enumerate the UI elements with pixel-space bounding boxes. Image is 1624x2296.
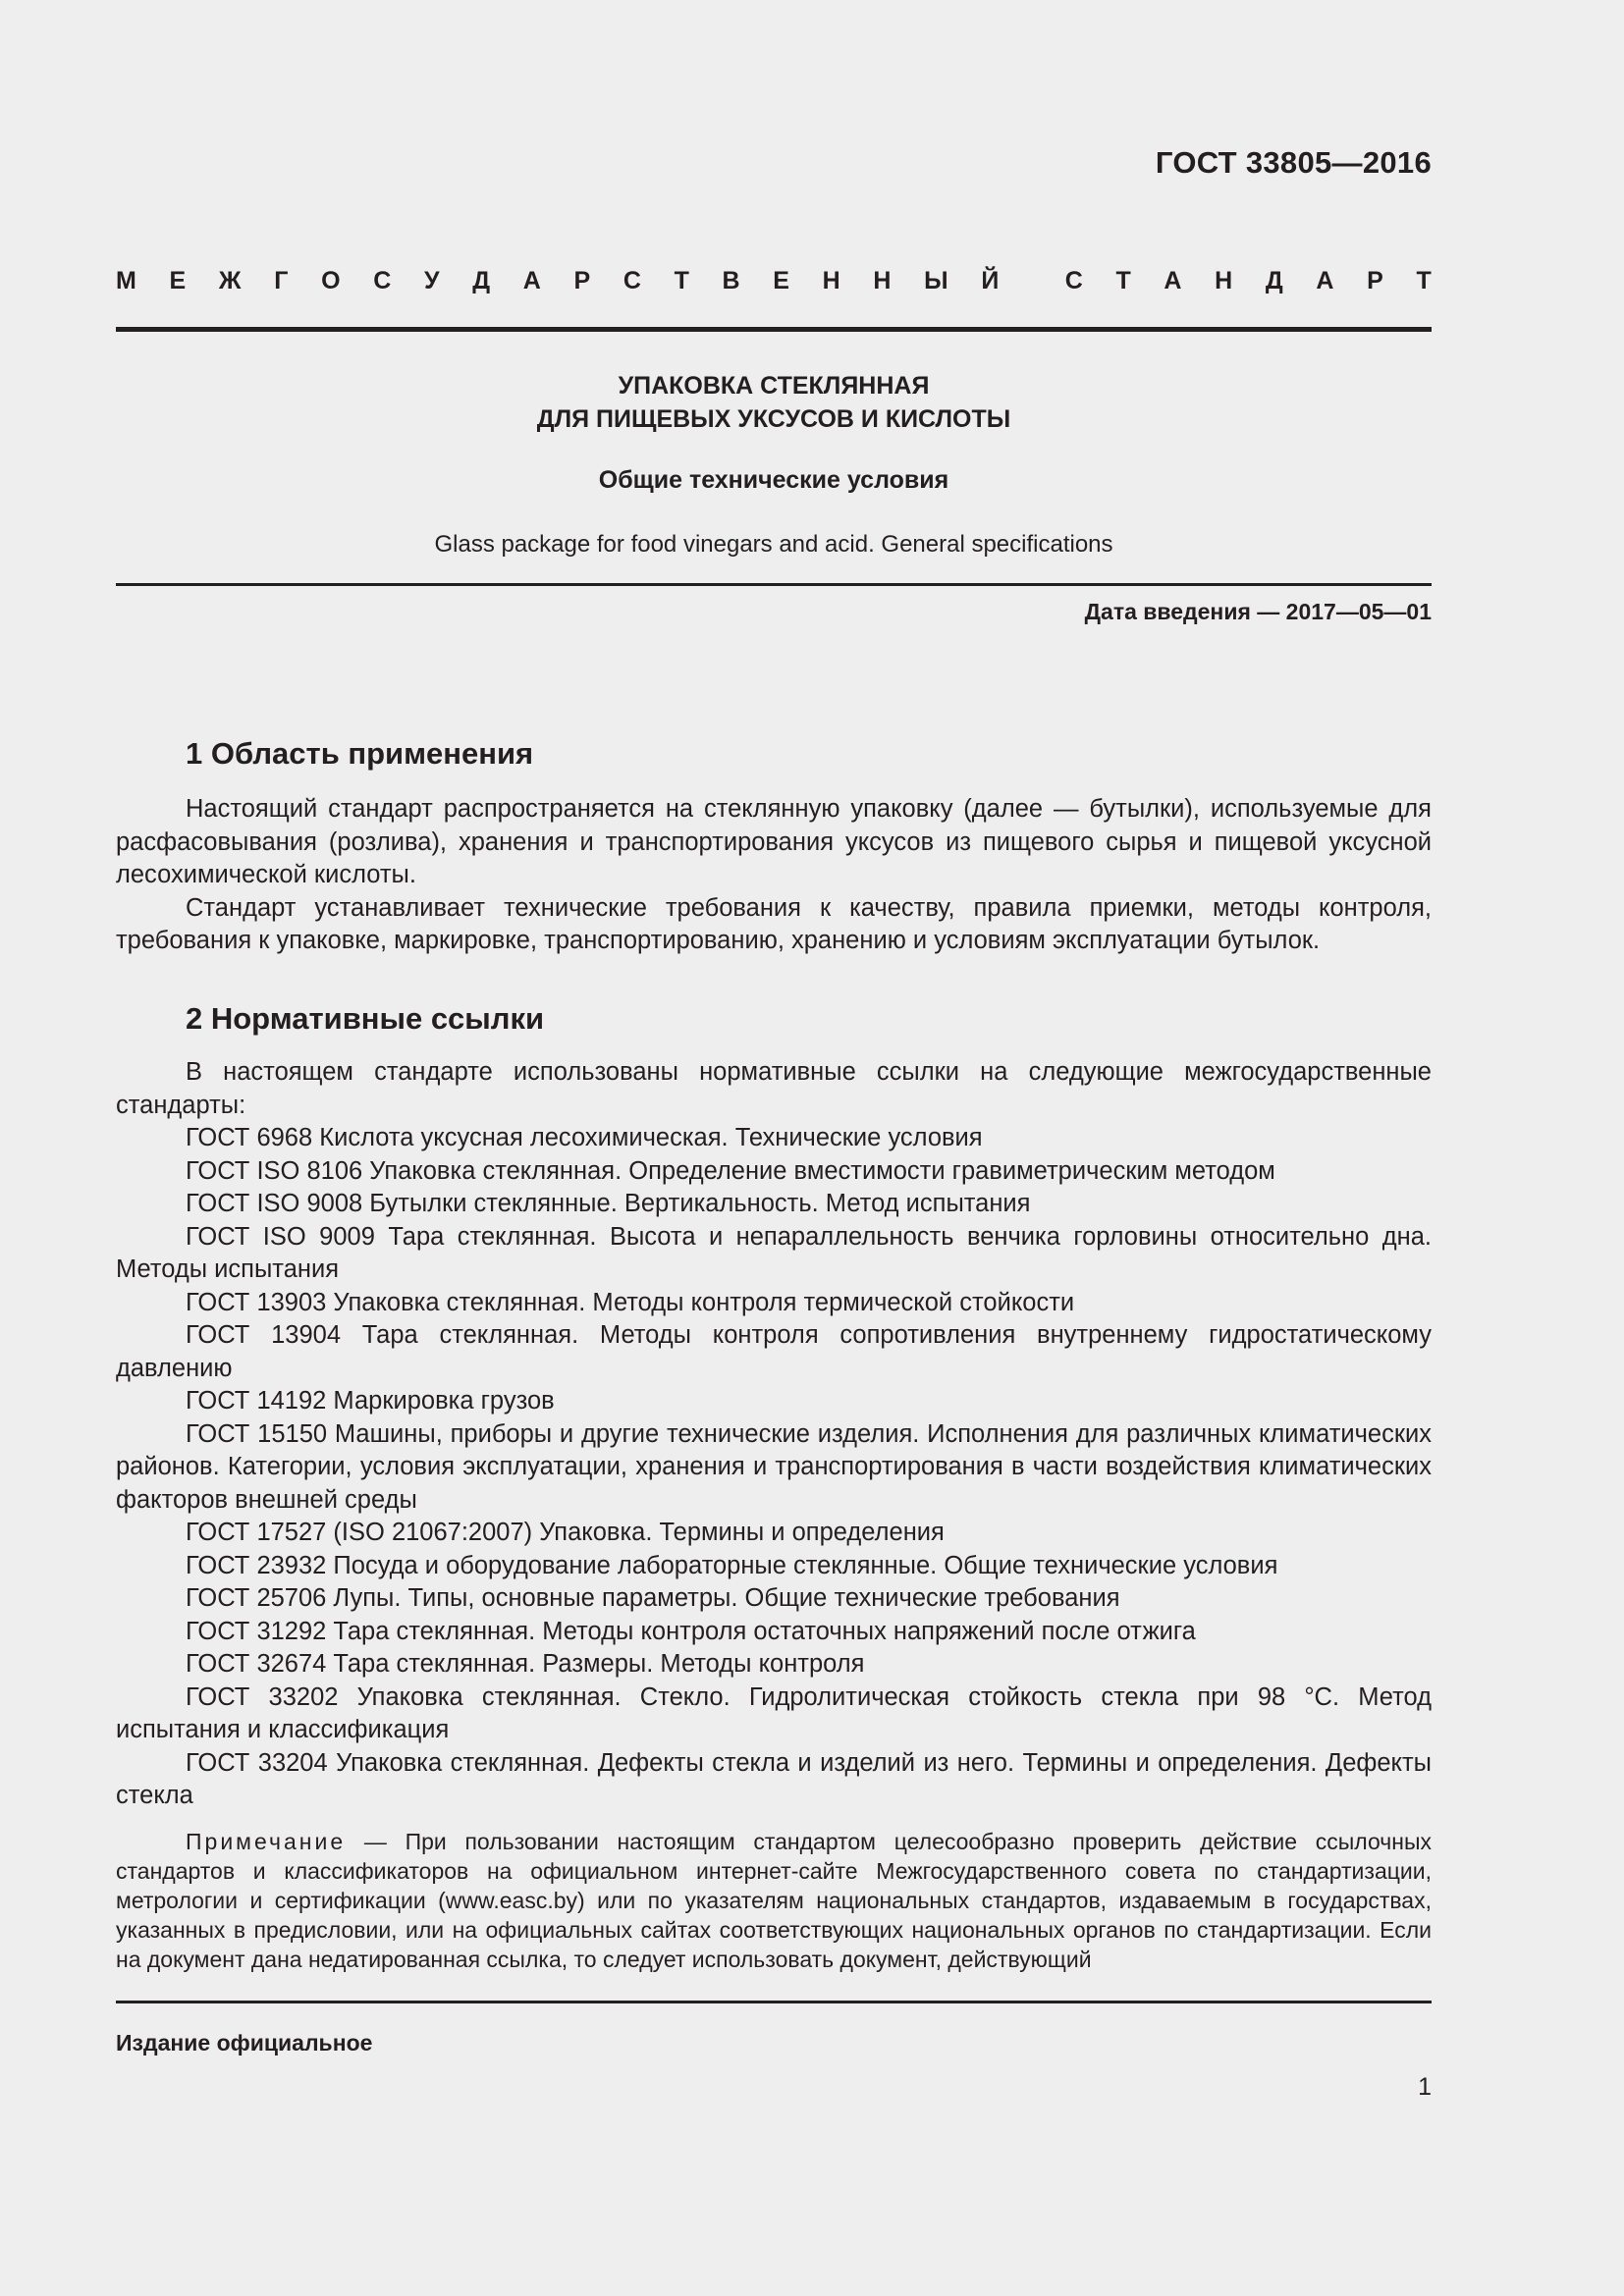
- heading-letter: О: [321, 267, 341, 294]
- heading-letter: А: [1316, 267, 1334, 294]
- heading-letter: Е: [169, 267, 187, 294]
- heading-letter: Н: [873, 267, 892, 294]
- heading-letter: А: [1164, 267, 1182, 294]
- reference-item: ГОСТ ISO 9009 Тара стеклянная. Высота и непараллельность венчика горловины относительно дна. Методы испытания: [116, 1222, 1432, 1283]
- reference-item: ГОСТ 33202 Упаковка стеклянная. Стекло. Гидролитическая стойкость стекла при 98 °С. Метод испытания и классификация: [116, 1682, 1432, 1743]
- heading-letter: В: [722, 267, 740, 294]
- heading-letter: У: [423, 267, 440, 294]
- reference-item: ГОСТ 31292 Тара стеклянная. Методы контроля остаточных напряжений после отжига: [186, 1617, 1196, 1645]
- page-number: 1: [1418, 2073, 1432, 2101]
- heading-letter: А: [522, 267, 541, 294]
- heading-letter: С: [623, 267, 641, 294]
- heading-letter: Д: [472, 267, 491, 294]
- heading-letter: Ж: [218, 267, 242, 294]
- section-normative-references: [116, 1001, 1432, 1974]
- heading-letter: Г: [274, 267, 289, 294]
- references-intro: В настоящем стандарте использованы нормативные ссылки на следующие межгосударственные стандарты:: [116, 1058, 1432, 1119]
- reference-item: ГОСТ 13904 Тара стеклянная. Методы контроля сопротивления внутреннему гидростатическому давлению: [116, 1321, 1432, 1382]
- section-heading: 2 Нормативные ссылки: [186, 1001, 545, 1036]
- reference-item: ГОСТ 14192 Маркировка грузов: [186, 1387, 555, 1415]
- heading-letter: Й: [981, 267, 1000, 294]
- reference-item: ГОСТ 25706 Лупы. Типы, основные параметры. Общие технические требования: [186, 1584, 1120, 1612]
- standard-type-heading: [116, 267, 1432, 295]
- references-list: [116, 1056, 1432, 1813]
- reference-item: ГОСТ 32674 Тара стеклянная. Размеры. Методы контроля: [186, 1650, 865, 1678]
- reference-item: ГОСТ 23932 Посуда и оборудование лабораторные стеклянные. Общие технические условия: [186, 1551, 1278, 1579]
- heading-letter: С: [1064, 267, 1083, 294]
- document-subtitle: Общие технические условия: [598, 466, 949, 494]
- reference-item: ГОСТ ISO 8106 Упаковка стеклянная. Определение вместимости гравиметрическим методом: [186, 1156, 1275, 1185]
- reference-item: ГОСТ 17527 (ISO 21067:2007) Упаковка. Термины и определения: [186, 1519, 945, 1546]
- title-rule: [116, 583, 1432, 586]
- heading-letter: Т: [1416, 267, 1432, 294]
- section-heading: 1 Область применения: [186, 736, 534, 771]
- paragraph: Стандарт устанавливает технические требования к качеству, правила приемки, методы контроля, требования к упаковке, маркировке, транспортированию, хранению и условиям эксплуатации бутылок.: [116, 893, 1432, 954]
- reference-item: ГОСТ 33204 Упаковка стеклянная. Дефекты стекла и изделий из него. Термины и определения. Дефекты стекла: [116, 1748, 1432, 1809]
- heading-letter: Т: [1115, 267, 1131, 294]
- footer-rule: [116, 2001, 1432, 2003]
- official-edition-label: Издание официальное: [116, 2030, 373, 2056]
- heading-letter: М: [116, 267, 136, 294]
- reference-item: ГОСТ 6968 Кислота уксусная лесохимическая. Технические условия: [186, 1124, 983, 1151]
- heading-letter: Р: [573, 267, 591, 294]
- reference-item: ГОСТ 15150 Машины, приборы и другие технические изделия. Исполнения для различных климатических районов. Категории, условия эксплуатации, хранения и транспортирования в части воздействия климатических факторов внешней среды: [116, 1419, 1432, 1514]
- reference-item: ГОСТ ISO 9008 Бутылки стеклянные. Вертикальность. Метод испытания: [186, 1190, 1031, 1217]
- reference-item: ГОСТ 13903 Упаковка стеклянная. Методы контроля термической стойкости: [186, 1288, 1075, 1316]
- title-line-1: УПАКОВКА СТЕКЛЯННАЯ: [618, 372, 930, 400]
- heading-letter: Р: [1367, 267, 1383, 294]
- note: [116, 1827, 1432, 1974]
- note-label: Примечание: [186, 1828, 347, 1854]
- note-text: — При пользовании настоящим стандартом целесообразно проверить действие ссылочных стандартов и классификаторов на официальном интернет-сайте Межгосударственного совета по стандартизации, метрологии и сертификации (www.easc.by) или по указателям национальных стандартов, издаваемым в государствах, указанных в предисловии, или на официальных сайтах соответствующих национальных органов по стандартизации. Если на документ дана недатированная ссылка, то следует использовать документ, действующий: [116, 1828, 1432, 1972]
- heading-letter: Н: [822, 267, 840, 294]
- section-scope: [116, 736, 1432, 958]
- document-title: [116, 369, 1432, 436]
- section-body: [116, 793, 1432, 958]
- title-line-2: ДЛЯ ПИЩЕВЫХ УКСУСОВ И КИСЛОТЫ: [536, 405, 1011, 433]
- document-id: ГОСТ 33805—2016: [1155, 145, 1432, 180]
- heading-letter: Е: [773, 267, 789, 294]
- heading-letter: Т: [674, 267, 689, 294]
- heading-letter: Ы: [924, 267, 948, 294]
- document-page: [116, 0, 1432, 2296]
- top-rule: [116, 327, 1432, 332]
- paragraph: Настоящий стандарт распространяется на стеклянную упаковку (далее — бутылки), используемые для расфасовывания (розлива), хранения и транспортирования уксусов из пищевого сырья и пищевой уксусной лесохимической кислоты.: [116, 795, 1432, 888]
- introduction-date: Дата введения — 2017—05—01: [1084, 599, 1432, 624]
- heading-letter: Н: [1215, 267, 1233, 294]
- heading-letter: Д: [1265, 267, 1283, 294]
- english-title: Glass package for food vinegars and acid. General specifications: [434, 531, 1113, 558]
- heading-letter: С: [373, 267, 392, 294]
